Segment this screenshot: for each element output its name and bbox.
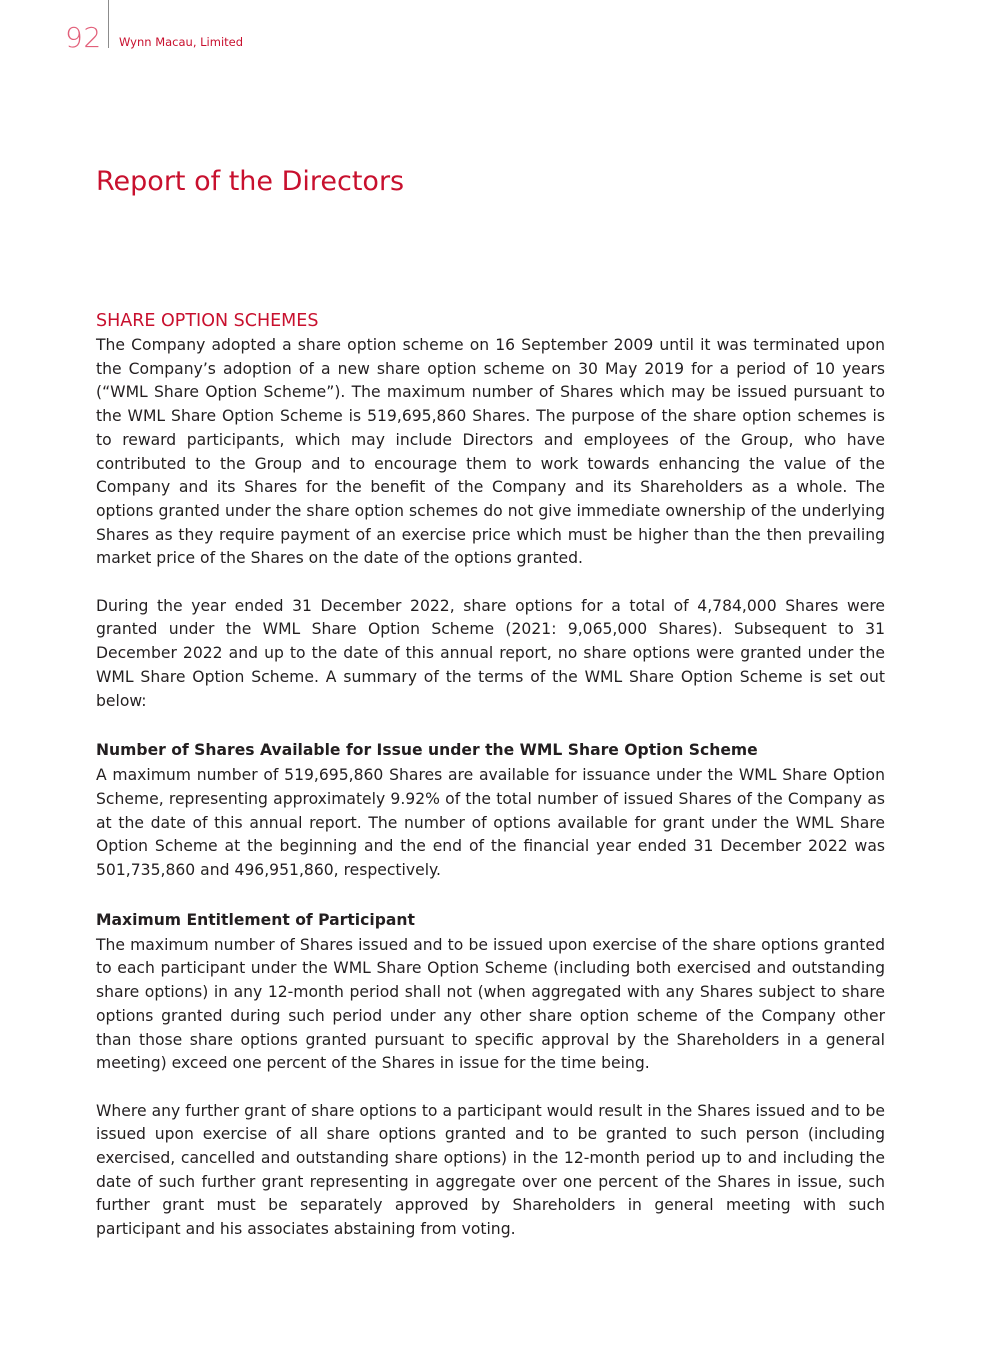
paragraph: The maximum number of Shares issued and to be issued upon exercise of the share options granted to each participant under the WML Share Option Scheme (including both exercised and outstanding share options) in any 12-month period shall not (when aggregated with any Shares subject to share options granted during such period under any other share option scheme of the Company other than those share options granted pursuant to specific approval by the Shareholders in a general meeting) exceed one percent of the Shares in issue for the time being. xyxy=(96,935,885,1073)
paragraph: Where any further grant of share options to a participant would result in the Shares issued and to be issued upon exercise of all share options granted and to be granted to such person (including exercised, cancelled and outstanding share options) in the 12-month period up to and including the date of such further grant representing in aggregate over one percent of the Shares in issue, such further grant must be separately approved by Shareholders in general meeting with such participant and his associates abstaining from voting. xyxy=(96,1101,885,1239)
header-divider xyxy=(108,0,109,48)
paragraph: During the year ended 31 December 2022, share options for a total of 4,784,000 Shares were granted under the WML Share Option Scheme (2021: 9,065,000 Shares). Subsequent to 31 December 2022 and up to the date of this annual report, no share options were granted under the WML Share Option Scheme. A summary of the terms of the WML Share Option Scheme is set out below: xyxy=(96,596,885,710)
subsection-heading: Number of Shares Available for Issue under the WML Share Option Scheme xyxy=(96,741,758,760)
section-heading: SHARE OPTION SCHEMES xyxy=(96,311,319,331)
report-title: Report of the Directors xyxy=(96,166,405,197)
company-name: Wynn Macau, Limited xyxy=(119,35,244,49)
page-number: 92 xyxy=(65,21,102,54)
paragraph: A maximum number of 519,695,860 Shares are available for issuance under the WML Share Option Scheme, representing approximately 9.92% of the total number of issued Shares of the Company as at the date of this annual report. The number of options available for grant under the WML Share Option Scheme at the beginning and the end of the financial year ended 31 December 2022 was 501,735,860 and 496,951,860, respectively. xyxy=(96,766,885,880)
document-body xyxy=(96,308,885,1242)
paragraph: The Company adopted a share option scheme on 16 September 2009 until it was terminated upon the Company’s adoption of a new share option scheme on 30 May 2019 for a period of 10 years (“WML Share Option Scheme”). The maximum number of Shares which may be issued pursuant to the WML Share Option Scheme is 519,695,860 Shares. The purpose of the share option schemes is to reward participants, which may include Directors and employees of the Group, who have contributed to the Group and to encourage them to work towards enhancing the value of the Company and its Shares for the benefit of the Company and its Shareholders as a whole. The options granted under the share option schemes do not give immediate ownership of the underlying Shares as they require payment of an exercise price which must be higher than the then prevailing market price of the Shares on the date of the options granted. xyxy=(96,336,885,568)
subsection-heading: Maximum Entitlement of Participant xyxy=(96,910,415,929)
page-header xyxy=(0,0,1006,60)
